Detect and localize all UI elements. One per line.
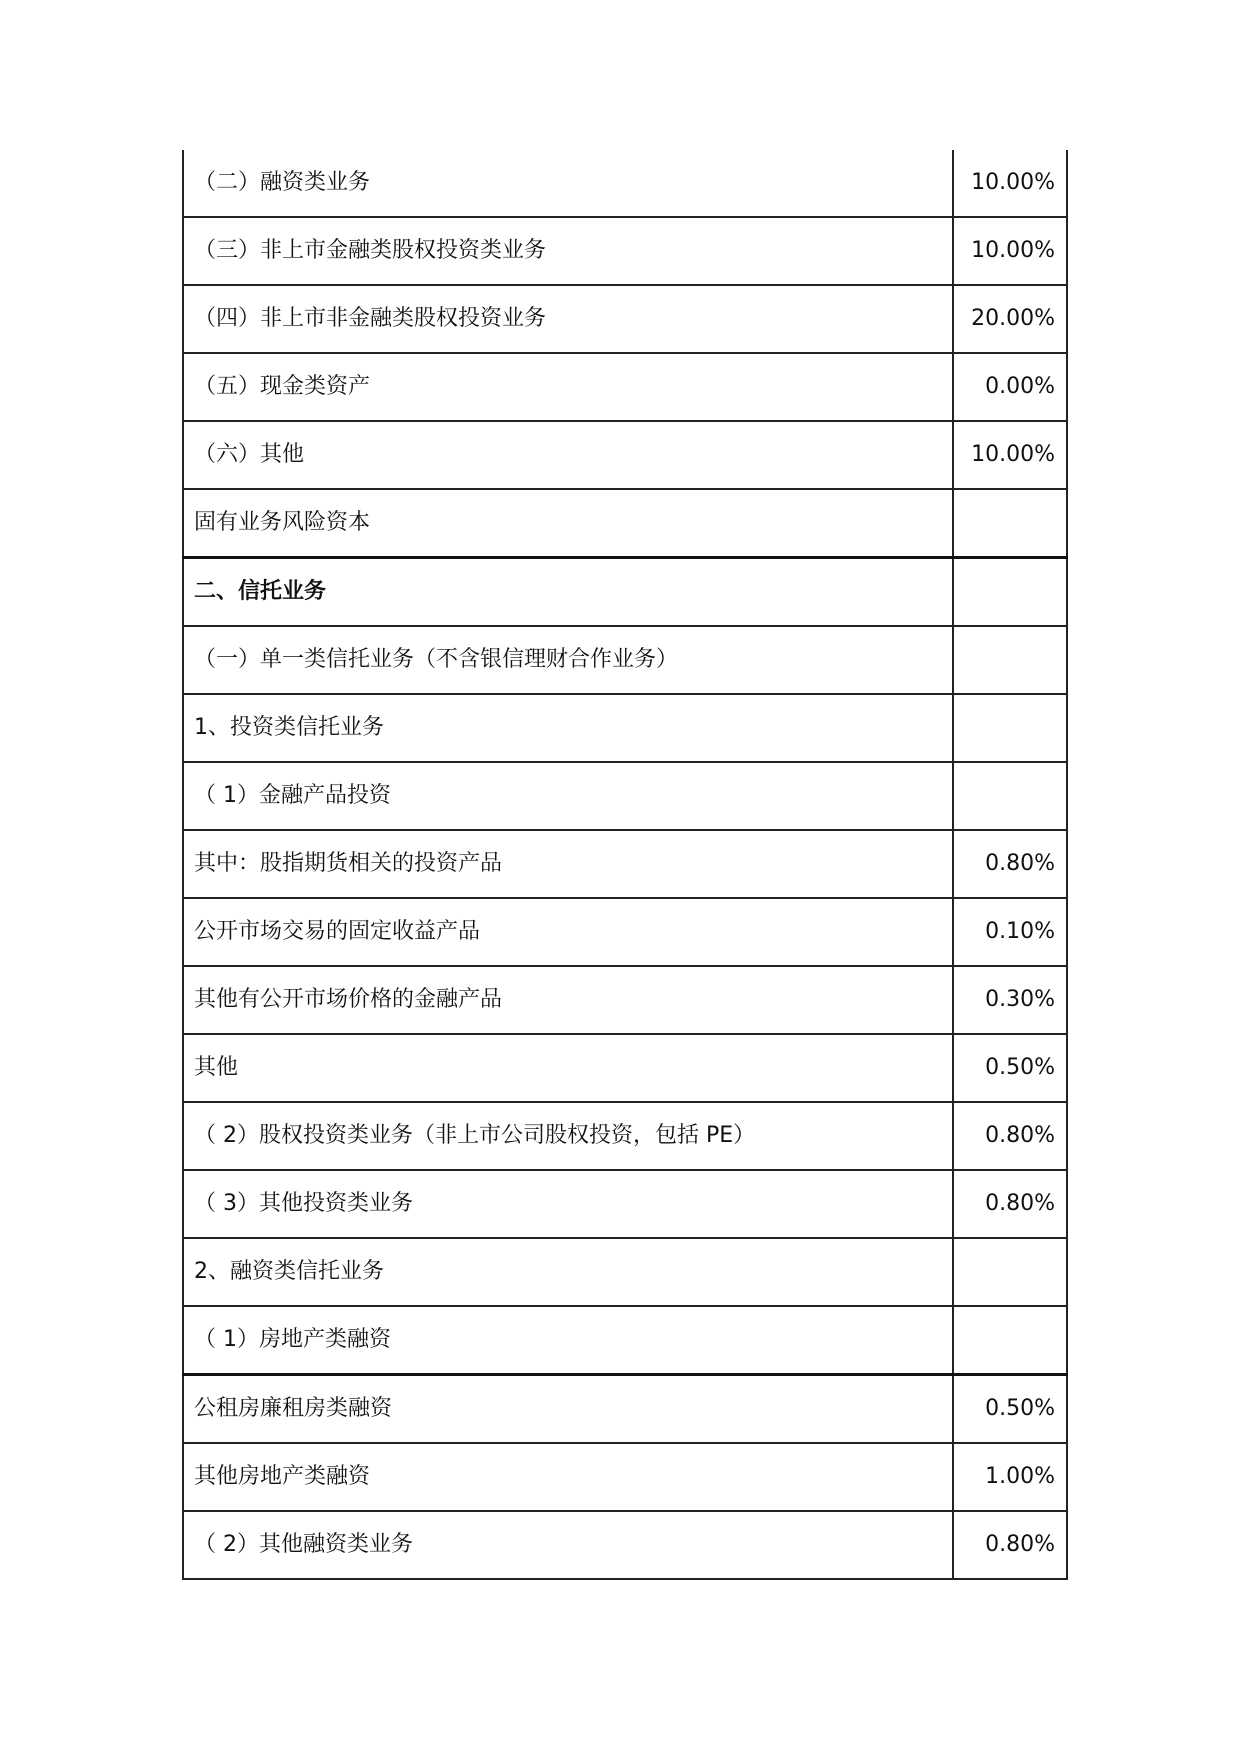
row-value: 0.80% — [953, 1102, 1067, 1170]
table-row — [183, 898, 1067, 966]
row-label: 其中：股指期货相关的投资产品 — [183, 830, 953, 898]
row-label: （三）非上市金融类股权投资类业务 — [183, 217, 953, 285]
row-label: 公租房廉租房类融资 — [183, 1375, 953, 1444]
table-row — [183, 830, 1067, 898]
row-label: 1、投资类信托业务 — [183, 694, 953, 762]
table-row — [183, 626, 1067, 694]
row-value — [953, 626, 1067, 694]
row-label: （四）非上市非金融类股权投资业务 — [183, 285, 953, 353]
row-label: （六）其他 — [183, 421, 953, 489]
section-heading: 二、信托业务 — [183, 558, 953, 627]
row-label: （ 1）房地产类融资 — [183, 1306, 953, 1375]
row-value: 0.80% — [953, 1170, 1067, 1238]
row-value: 0.80% — [953, 1511, 1067, 1579]
table-row — [183, 1375, 1067, 1444]
row-label: （一）单一类信托业务（不含银信理财合作业务） — [183, 626, 953, 694]
row-value — [953, 1306, 1067, 1375]
document-page — [182, 150, 1066, 1580]
row-label: （ 2）其他融资类业务 — [183, 1511, 953, 1579]
row-label: 公开市场交易的固定收益产品 — [183, 898, 953, 966]
row-label: （五）现金类资产 — [183, 353, 953, 421]
row-value — [953, 558, 1067, 627]
row-value — [953, 489, 1067, 558]
table-row — [183, 285, 1067, 353]
table-row — [183, 1511, 1067, 1579]
table-row — [183, 217, 1067, 285]
row-label: （ 2）股权投资类业务（非上市公司股权投资，包括 PE） — [183, 1102, 953, 1170]
row-label: （ 1）金融产品投资 — [183, 762, 953, 830]
table-row — [183, 694, 1067, 762]
row-label: 2、融资类信托业务 — [183, 1238, 953, 1306]
row-label: （二）融资类业务 — [183, 150, 953, 217]
row-value: 1.00% — [953, 1443, 1067, 1511]
table-row — [183, 489, 1067, 558]
row-value: 0.80% — [953, 830, 1067, 898]
row-value: 0.10% — [953, 898, 1067, 966]
table-row — [183, 1306, 1067, 1375]
row-value: 0.50% — [953, 1375, 1067, 1444]
table-row — [183, 1102, 1067, 1170]
table-row — [183, 421, 1067, 489]
table-row — [183, 1443, 1067, 1511]
row-value: 0.00% — [953, 353, 1067, 421]
row-value: 10.00% — [953, 150, 1067, 217]
row-value: 0.30% — [953, 966, 1067, 1034]
table-row — [183, 353, 1067, 421]
row-label: 固有业务风险资本 — [183, 489, 953, 558]
risk-capital-ratio-table — [182, 150, 1068, 1580]
table-row — [183, 1034, 1067, 1102]
row-value — [953, 694, 1067, 762]
table-row — [183, 966, 1067, 1034]
row-value: 20.00% — [953, 285, 1067, 353]
row-value — [953, 1238, 1067, 1306]
table-row — [183, 1238, 1067, 1306]
row-label: 其他房地产类融资 — [183, 1443, 953, 1511]
row-label: （ 3）其他投资类业务 — [183, 1170, 953, 1238]
table-row — [183, 762, 1067, 830]
table-row — [183, 1170, 1067, 1238]
section-heading-row — [183, 558, 1067, 627]
table-row — [183, 150, 1067, 217]
row-value — [953, 762, 1067, 830]
row-value: 0.50% — [953, 1034, 1067, 1102]
row-label: 其他有公开市场价格的金融产品 — [183, 966, 953, 1034]
row-label: 其他 — [183, 1034, 953, 1102]
row-value: 10.00% — [953, 421, 1067, 489]
row-value: 10.00% — [953, 217, 1067, 285]
